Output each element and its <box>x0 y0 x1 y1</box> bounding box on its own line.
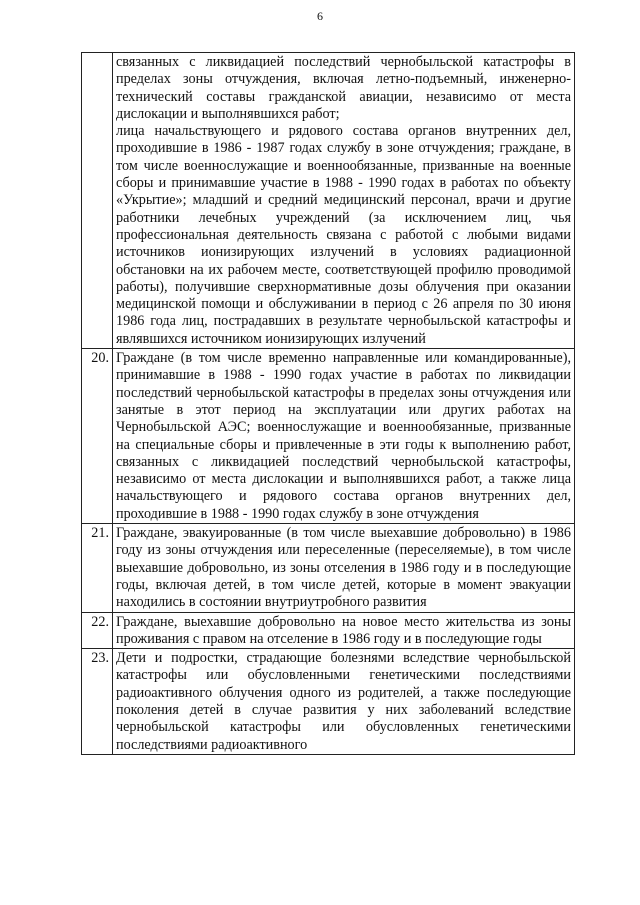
row-text <box>113 524 575 612</box>
row-number: 22. <box>82 612 113 649</box>
row-text <box>113 349 575 524</box>
row-number: 21. <box>82 524 113 612</box>
paragraph: Дети и подростки, страдающие болезнями вследствие чернобыльской катастрофы или обусловленными генетическими последствиями радиоактивного облучения одного из родителей, а также последующие поколения детей в случае развития у них заболеваний вследствие чернобыльской катастрофы или обусловленных генетическими последствиями радиоактивного <box>116 650 571 753</box>
row-number: 23. <box>82 649 113 755</box>
row-text <box>113 649 575 755</box>
paragraph: связанных с ликвидацией последствий чернобыльской катастрофы в пределах зоны отчуждения, включая летно-подъемный, инженерно-технический составы гражданской авиации, независимо от места дислокации и выполнявшихся работ; <box>116 54 571 122</box>
table-row <box>82 53 575 349</box>
table-row <box>82 524 575 612</box>
document-table <box>81 52 575 755</box>
paragraph: Граждане, эвакуированные (в том числе выехавшие добровольно) в 1986 году из зоны отчуждения или переселенные (переселяемые), в том числе выехавшие добровольно, из зоны отселения в 1986 году и в последующие годы, включая детей, в том числе детей, которые в момент эвакуации находились в состоянии внутриутробного развития <box>116 525 571 611</box>
row-text <box>113 612 575 649</box>
paragraph: лица начальствующего и рядового состава органов внутренних дел, проходившие в 1986 - 1987 годах службу в зоне отчуждения; граждане, в том числе военнослужащие и военнообязанные, призванные на военные сборы и принимавшие участие в 1988 - 1990 годах в работах по объекту «Укрытие»; младший и средний медицинский персонал, врачи и другие работники лечебных учреждений (за исключением лиц, чья профессиональная деятельность связана с работой с любыми видами источников ионизирующих излучений в условиях радиационной обстановки на их рабочем месте, соответствующей профилю проводимой работы), получившие сверхнормативные дозы облучения при оказании медицинской помощи и обслуживании в период с 26 апреля по 30 июня 1986 года лиц, пострадавших в результате чернобыльской катастрофы и являвшихся источником ионизирующих излучений <box>116 123 571 347</box>
page-number: 6 <box>317 9 323 23</box>
row-text <box>113 53 575 349</box>
paragraph: Граждане, выехавшие добровольно на новое место жительства из зоны проживания с правом на отселение в 1986 году и в последующие годы <box>116 613 571 647</box>
row-number: 20. <box>82 349 113 524</box>
table-row <box>82 349 575 524</box>
paragraph: Граждане (в том числе временно направленные или командированные), принимавшие в 1988 - 1990 годах участие в работах по ликвидации последствий чернобыльской катастрофы в пределах зоны отчуждения или занятые в этот период на эксплуатации или других работах на Чернобыльской АЭС; военнослужащие и военнообязанные, призванные на специальные сборы и привлеченные в эти годы к выполнению работ, связанных с ликвидацией последствий чернобыльской катастрофы, независимо от места дислокации и выполнявшихся работ, а также лица начальствующего и рядового состава органов внутренних дел, проходившие в 1988 - 1990 годах службу в зоне отчуждения <box>116 350 571 522</box>
table-row <box>82 649 575 755</box>
table-row <box>82 612 575 649</box>
row-number <box>82 53 113 349</box>
